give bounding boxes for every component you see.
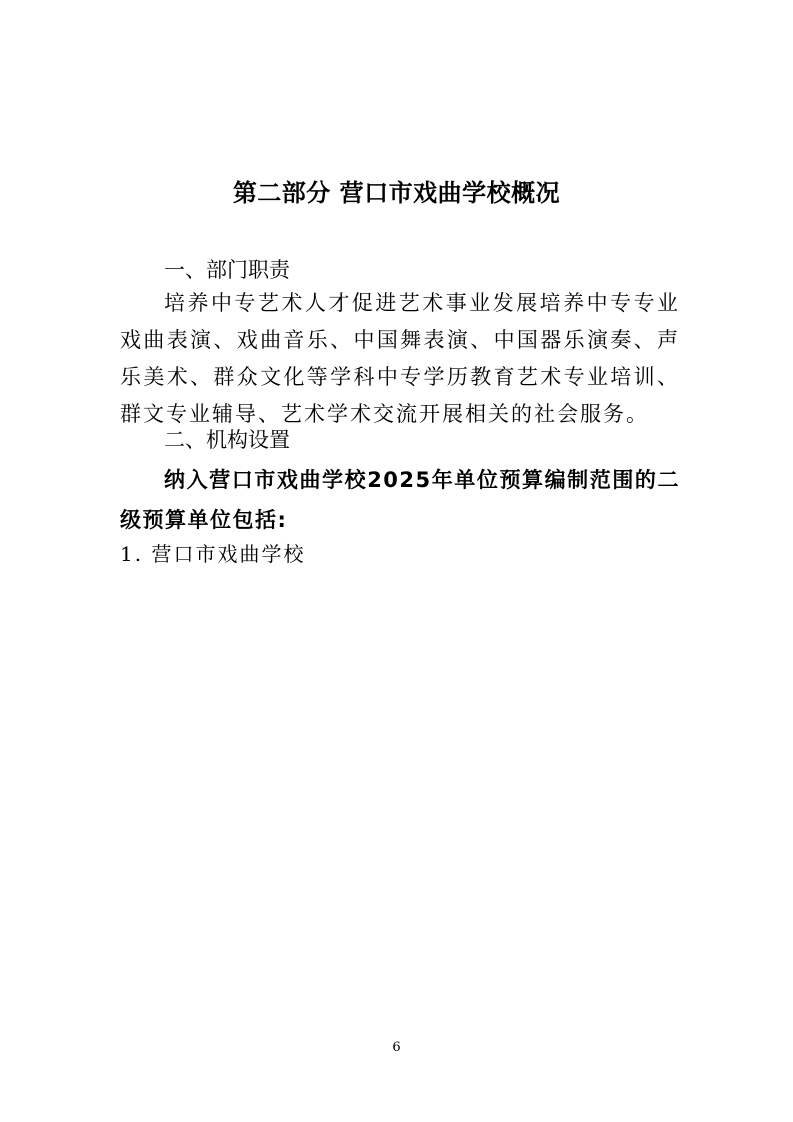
page-number: 6 xyxy=(392,1040,401,1055)
section-heading-organization: 二、机构设置 xyxy=(164,428,290,452)
section-heading-duties: 一、部门职责 xyxy=(164,258,290,282)
page-title: 第二部分 营口市戏曲学校概况 xyxy=(232,179,561,207)
duties-paragraph: 培养中专艺术人才促进艺术事业发展培养中专专业戏曲表演、戏曲音乐、中国舞表演、中国器乐演奏、声乐美术、群众文化等学科中专学历教育艺术专业培训、群文专业辅导、艺术学术交流开展相关的社会服务。 xyxy=(120,291,680,426)
budget-units-intro: 纳入营口市戏曲学校2025年单位预算编制范围的二级预算单位包括: xyxy=(120,468,680,532)
list-item: 1. 营口市戏曲学校 xyxy=(120,542,306,566)
